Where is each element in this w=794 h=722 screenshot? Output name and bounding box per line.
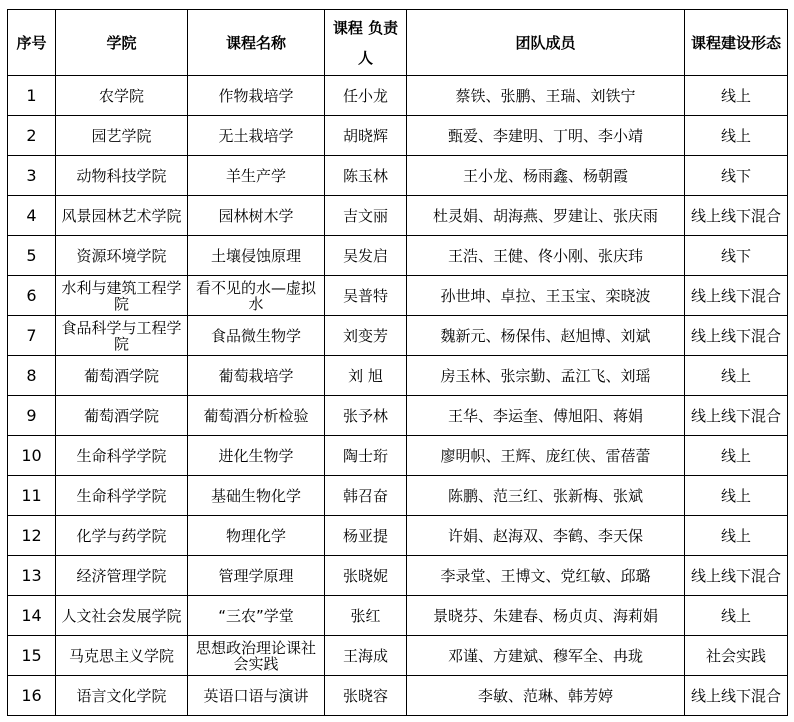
cell-lead: 吉文丽	[325, 196, 407, 236]
cell-team: 邓谨、方建斌、穆军全、冉珑	[407, 636, 685, 676]
cell-course: 进化生物学	[188, 436, 325, 476]
table-row	[8, 236, 788, 276]
cell-course: 物理化学	[188, 516, 325, 556]
cell-no: 7	[8, 316, 56, 356]
cell-college: 水利与建筑工程学院	[56, 276, 188, 316]
table-row	[8, 436, 788, 476]
cell-form: 社会实践	[685, 636, 788, 676]
table-row	[8, 196, 788, 236]
cell-college: 资源环境学院	[56, 236, 188, 276]
cell-team: 孙世坤、卓拉、王玉宝、栾晓波	[407, 276, 685, 316]
header-course: 课程名称	[188, 10, 325, 76]
cell-course: 园林树木学	[188, 196, 325, 236]
cell-no: 10	[8, 436, 56, 476]
cell-college: 马克思主义学院	[56, 636, 188, 676]
table-row	[8, 156, 788, 196]
cell-course: 思想政治理论课社会实践	[188, 636, 325, 676]
cell-form: 线上	[685, 116, 788, 156]
cell-form: 线下	[685, 156, 788, 196]
cell-course: 葡萄栽培学	[188, 356, 325, 396]
cell-team: 陈鹏、范三红、张新梅、张斌	[407, 476, 685, 516]
cell-college: 经济管理学院	[56, 556, 188, 596]
cell-no: 2	[8, 116, 56, 156]
cell-college: 园艺学院	[56, 116, 188, 156]
cell-no: 3	[8, 156, 56, 196]
cell-college: 葡萄酒学院	[56, 396, 188, 436]
cell-no: 8	[8, 356, 56, 396]
cell-no: 4	[8, 196, 56, 236]
table-row	[8, 476, 788, 516]
cell-course: 土壤侵蚀原理	[188, 236, 325, 276]
cell-form: 线上线下混合	[685, 196, 788, 236]
cell-no: 14	[8, 596, 56, 636]
table-row	[8, 276, 788, 316]
table-row	[8, 556, 788, 596]
cell-no: 9	[8, 396, 56, 436]
header-row	[8, 10, 788, 76]
cell-college: 动物科技学院	[56, 156, 188, 196]
table-row	[8, 116, 788, 156]
cell-lead: 胡晓辉	[325, 116, 407, 156]
cell-form: 线下	[685, 236, 788, 276]
cell-no: 6	[8, 276, 56, 316]
cell-form: 线上线下混合	[685, 396, 788, 436]
cell-course: “三农”学堂	[188, 596, 325, 636]
cell-lead: 张红	[325, 596, 407, 636]
table-row	[8, 636, 788, 676]
header-form: 课程建设形态	[685, 10, 788, 76]
cell-lead: 任小龙	[325, 76, 407, 116]
cell-form: 线上	[685, 516, 788, 556]
cell-college: 化学与药学院	[56, 516, 188, 556]
cell-team: 许娟、赵海双、李鹤、李天保	[407, 516, 685, 556]
table-row	[8, 356, 788, 396]
header-team: 团队成员	[407, 10, 685, 76]
table-row	[8, 396, 788, 436]
cell-course: 作物栽培学	[188, 76, 325, 116]
cell-lead: 张晓容	[325, 676, 407, 716]
cell-team: 房玉林、张宗勤、孟江飞、刘瑶	[407, 356, 685, 396]
cell-team: 李敏、范琳、韩芳婷	[407, 676, 685, 716]
cell-form: 线上	[685, 596, 788, 636]
cell-no: 11	[8, 476, 56, 516]
cell-team: 杜灵娟、胡海燕、罗建让、张庆雨	[407, 196, 685, 236]
header-lead: 课程 负责人	[325, 10, 407, 76]
table-row	[8, 316, 788, 356]
cell-college: 生命科学学院	[56, 436, 188, 476]
cell-form: 线上	[685, 356, 788, 396]
cell-lead: 刘变芳	[325, 316, 407, 356]
cell-team: 魏新元、杨保伟、赵旭博、刘斌	[407, 316, 685, 356]
cell-team: 王华、李运奎、傅旭阳、蒋娟	[407, 396, 685, 436]
cell-course: 英语口语与演讲	[188, 676, 325, 716]
cell-lead: 张晓妮	[325, 556, 407, 596]
cell-lead: 陈玉林	[325, 156, 407, 196]
cell-team: 甄爱、李建明、丁明、李小靖	[407, 116, 685, 156]
header-no: 序号	[8, 10, 56, 76]
cell-no: 1	[8, 76, 56, 116]
cell-course: 葡萄酒分析检验	[188, 396, 325, 436]
cell-college: 语言文化学院	[56, 676, 188, 716]
cell-team: 李录堂、王博文、党红敏、邱璐	[407, 556, 685, 596]
cell-team: 蔡铁、张鹏、王瑞、刘铁宁	[407, 76, 685, 116]
cell-lead: 刘 旭	[325, 356, 407, 396]
cell-form: 线上线下混合	[685, 316, 788, 356]
cell-lead: 张予林	[325, 396, 407, 436]
cell-course: 基础生物化学	[188, 476, 325, 516]
cell-lead: 王海成	[325, 636, 407, 676]
course-table	[7, 9, 788, 716]
table-row	[8, 596, 788, 636]
cell-form: 线上线下混合	[685, 676, 788, 716]
cell-college: 人文社会发展学院	[56, 596, 188, 636]
cell-no: 13	[8, 556, 56, 596]
cell-college: 葡萄酒学院	[56, 356, 188, 396]
cell-form: 线上线下混合	[685, 276, 788, 316]
cell-lead: 杨亚提	[325, 516, 407, 556]
cell-form: 线上线下混合	[685, 556, 788, 596]
cell-team: 王浩、王健、佟小刚、张庆玮	[407, 236, 685, 276]
cell-team: 王小龙、杨雨鑫、杨朝霞	[407, 156, 685, 196]
cell-course: 无土栽培学	[188, 116, 325, 156]
cell-college: 食品科学与工程学院	[56, 316, 188, 356]
table-row	[8, 516, 788, 556]
cell-no: 15	[8, 636, 56, 676]
cell-team: 景晓芬、朱建春、杨贞贞、海莉娟	[407, 596, 685, 636]
cell-lead: 吴普特	[325, 276, 407, 316]
cell-college: 生命科学学院	[56, 476, 188, 516]
cell-course: 羊生产学	[188, 156, 325, 196]
cell-course: 管理学原理	[188, 556, 325, 596]
cell-lead: 陶士珩	[325, 436, 407, 476]
header-college: 学院	[56, 10, 188, 76]
cell-no: 12	[8, 516, 56, 556]
cell-form: 线上	[685, 76, 788, 116]
cell-course: 看不见的水—虚拟水	[188, 276, 325, 316]
cell-no: 16	[8, 676, 56, 716]
cell-no: 5	[8, 236, 56, 276]
cell-form: 线上	[685, 476, 788, 516]
cell-college: 风景园林艺术学院	[56, 196, 188, 236]
table-row	[8, 76, 788, 116]
cell-lead: 韩召奋	[325, 476, 407, 516]
cell-course: 食品微生物学	[188, 316, 325, 356]
cell-form: 线上	[685, 436, 788, 476]
cell-team: 廖明帜、王辉、庞红侠、雷蓓蕾	[407, 436, 685, 476]
cell-lead: 吴发启	[325, 236, 407, 276]
table-row	[8, 676, 788, 716]
cell-college: 农学院	[56, 76, 188, 116]
